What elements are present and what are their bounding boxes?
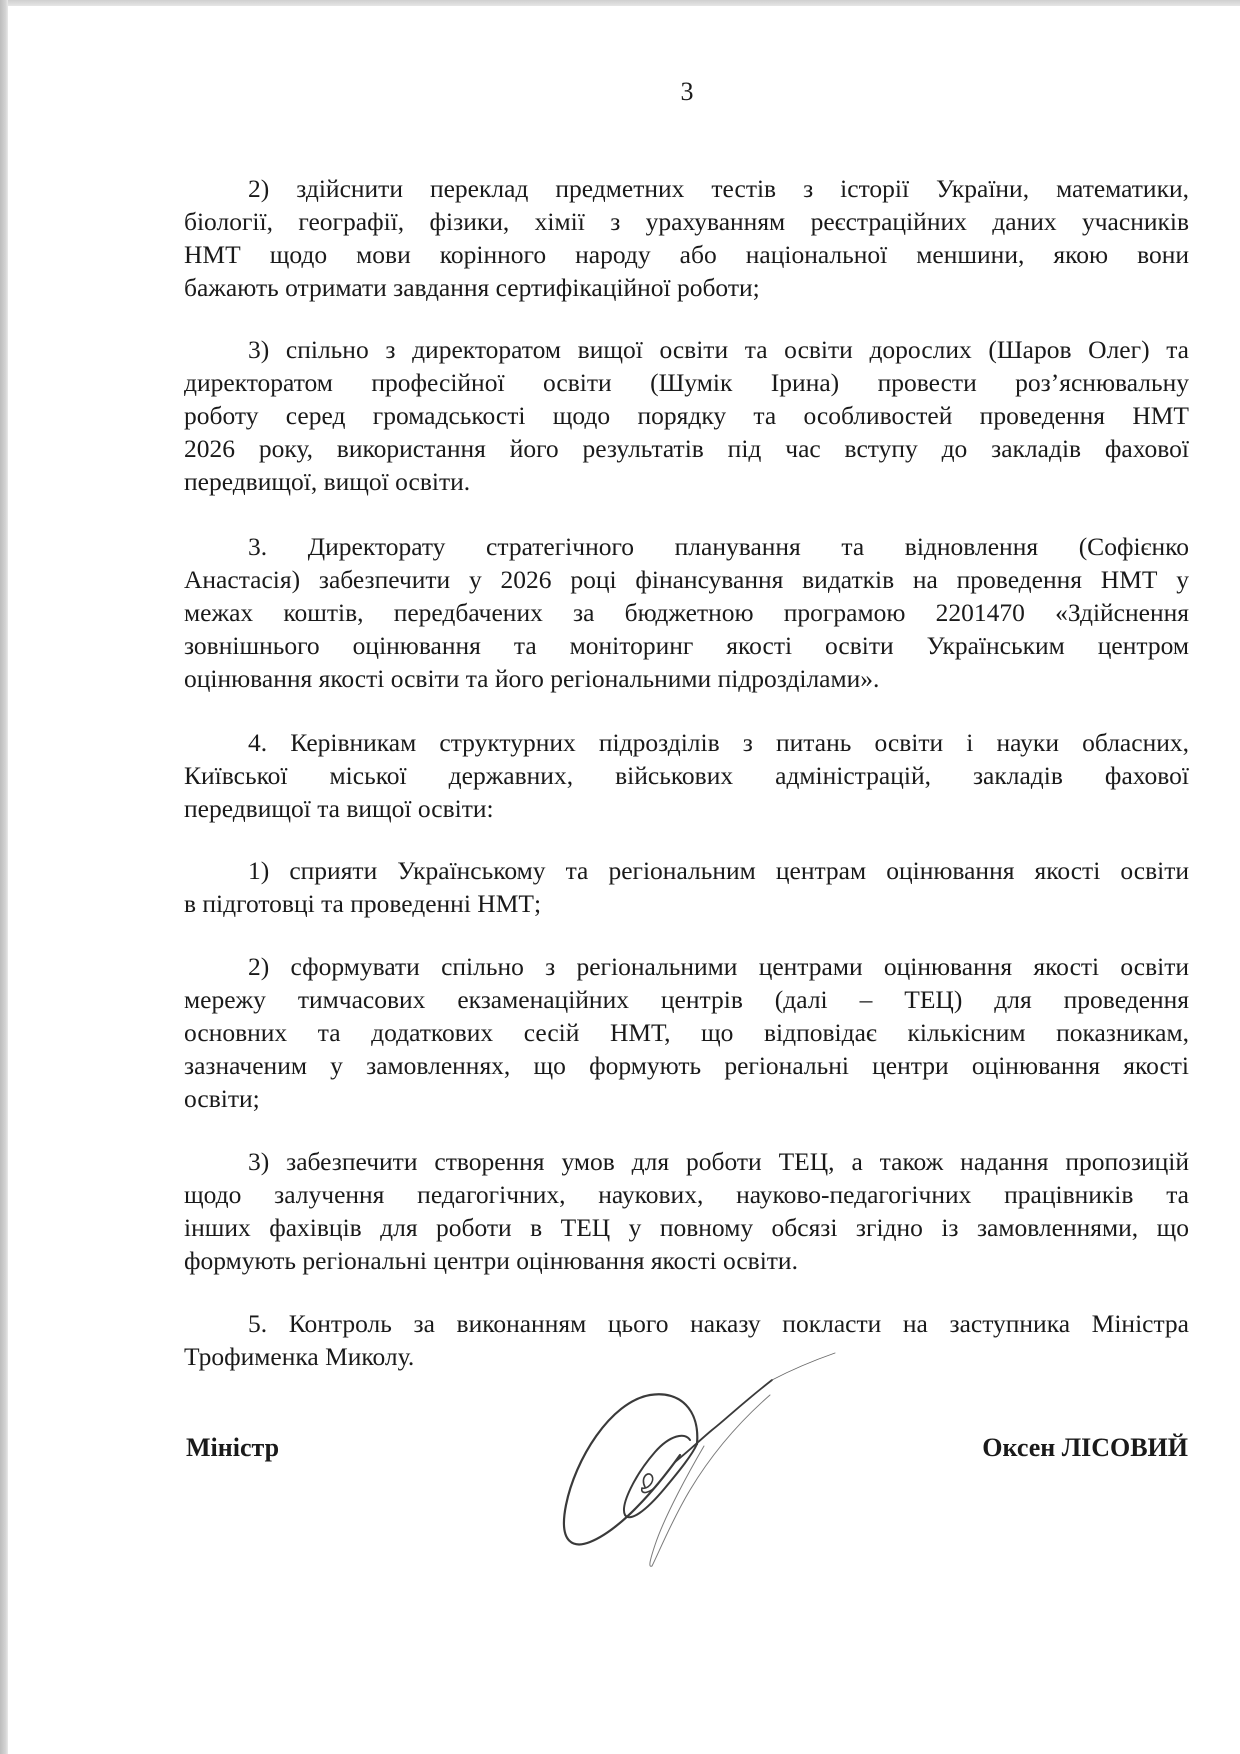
text-line: передвищої, вищої освіти. [184, 467, 471, 496]
text-line: межах коштів, передбачених за бюджетною програмою 2201470 «Здійснення [184, 598, 1189, 627]
text-line: 4. Керівникам структурних підрозділів з питань освіти і науки обласних, [248, 728, 1189, 757]
paragraph-item-5 [184, 1307, 1189, 1373]
text-line: 2) сформувати спільно з регіональними центрами оцінювання якості освіти [248, 952, 1189, 981]
text-line: в підготовці та проведенні НМТ; [184, 889, 542, 918]
text-line: щодо залучення педагогічних, наукових, науково-педагогічних працівників та [184, 1180, 1189, 1209]
text-line: роботу серед громадськості щодо порядку та особливостей проведення НМТ [184, 401, 1189, 430]
text-line: 1) сприяти Українському та регіональним центрам оцінювання якості освіти [248, 856, 1189, 885]
paragraph-item-3 [184, 530, 1189, 695]
text-line: мережу тимчасових екзаменаційних центрів (далі – ТЕЦ) для проведення [184, 985, 1189, 1014]
scan-edge-top [0, 0, 1240, 6]
text-line: 3) забезпечити створення умов для роботи ТЕЦ, а також надання пропозицій [248, 1147, 1189, 1176]
paragraph-item-4-3 [184, 1145, 1189, 1277]
text-line: оцінювання якості освіти та його регіональними підрозділами». [184, 664, 880, 693]
text-line: 2) здійснити переклад предметних тестів з історії України, математики, [248, 174, 1189, 203]
text-line: зазначеним у замовленнях, що формують регіональні центри оцінювання якості [184, 1051, 1189, 1080]
text-line: біології, географії, фізики, хімії з урахуванням реєстраційних даних учасників [184, 207, 1189, 236]
text-line: бажають отримати завдання сертифікаційної роботи; [184, 273, 760, 302]
text-line: директоратом професійної освіти (Шумік Ірина) провести роз’яснювальну [184, 368, 1189, 397]
paragraph-item-2-3 [184, 333, 1189, 498]
text-line: освіти; [184, 1084, 260, 1113]
text-line: 2026 року, використання його результатів під час вступу до закладів фахової [184, 434, 1189, 463]
signatory-position: Міністр [186, 1433, 280, 1462]
text-line: Київської міської державних, військових адміністрацій, закладів фахової [184, 761, 1189, 790]
text-line: передвищої та вищої освіти: [184, 794, 494, 823]
paragraph-item-4-2 [184, 950, 1189, 1115]
text-line: інших фахівців для роботи в ТЕЦ у повному обсязі згідно із замовленнями, що [184, 1213, 1189, 1242]
text-line: Трофименка Миколу. [184, 1342, 415, 1371]
text-line: 3) спільно з директоратом вищої освіти та освіти дорослих (Шаров Олег) та [248, 335, 1189, 364]
text-line: формують регіональні центри оцінювання якості освіти. [184, 1246, 798, 1275]
paragraph-item-4 [184, 726, 1189, 825]
paragraph-item-2-2 [184, 172, 1189, 304]
text-line: 5. Контроль за виконанням цього наказу покласти на заступника Міністра [248, 1309, 1189, 1338]
text-line: зовнішнього оцінювання та моніторинг якості освіти Українським центром [184, 631, 1189, 660]
scan-edge-left [0, 0, 8, 1754]
page-number: 3 [680, 77, 694, 106]
paragraph-item-4-1 [184, 854, 1189, 920]
signatory-name: Оксен ЛІСОВИЙ [982, 1433, 1188, 1462]
text-line: основних та додаткових сесій НМТ, що відповідає кількісним показникам, [184, 1018, 1189, 1047]
text-line: Анастасія) забезпечити у 2026 році фінансування видатків на проведення НМТ у [184, 565, 1189, 594]
text-line: НМТ щодо мови корінного народу або національної меншини, якою вони [184, 240, 1189, 269]
text-line: 3. Директорату стратегічного планування та відновлення (Софієнко [248, 532, 1189, 561]
